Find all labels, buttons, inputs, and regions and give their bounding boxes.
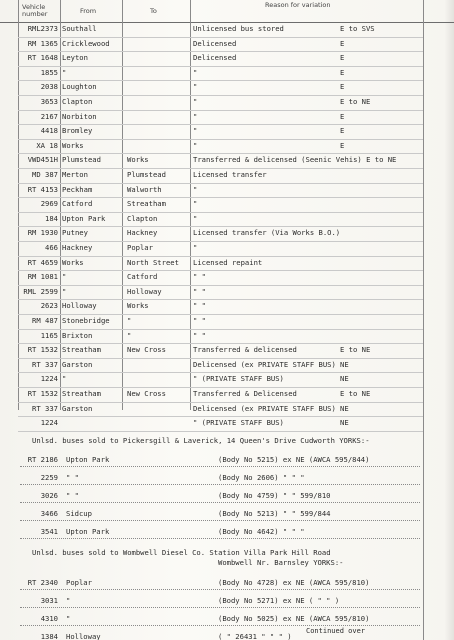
to-cell: Poplar — [127, 243, 153, 252]
reason-cell: Delicensed (ex PRIVATE STAFF BUS) — [193, 359, 336, 369]
location-cell: " — [66, 614, 71, 623]
table-row — [0, 153, 454, 166]
vehicle-number-cell: 4310 — [40, 614, 58, 623]
body-details-cell: (Body No 4642) " " " — [218, 527, 305, 536]
reason-cell: " " — [193, 330, 206, 340]
location-cell: Upton Park — [66, 527, 110, 536]
location-cell: " " — [66, 491, 79, 500]
route-cell: NE — [340, 403, 349, 413]
route-cell: E to NE — [340, 97, 371, 106]
section-heading: Unlsd. buses sold to Wombwell Diesel Co. Station Villa Park Hill Road — [32, 548, 331, 557]
vehicle-number-cell: 1224 — [40, 418, 58, 428]
vehicle-number-cell: RM 1930 — [27, 228, 58, 238]
reason-cell: " — [193, 199, 198, 209]
route-cell: E to NE — [340, 345, 371, 355]
from-cell: Streatham — [62, 389, 101, 398]
route-cell: E — [340, 53, 345, 63]
reason-cell: Delicensed — [193, 53, 237, 63]
table-row — [0, 226, 454, 239]
table-row — [0, 314, 454, 327]
location-cell: Upton Park — [66, 455, 110, 464]
to-cell: North Street — [127, 257, 179, 267]
vehicle-number-cell: 3466 — [40, 509, 58, 518]
vehicle-number-cell: 2259 — [40, 473, 58, 482]
to-cell: Streatham — [127, 199, 166, 209]
reason-cell: " — [193, 184, 198, 194]
reason-cell: Unlicensed bus stored — [193, 24, 284, 33]
body-details-cell: (Body No 5213) " " 599/844 — [218, 509, 331, 518]
vehicle-number-cell: RT 2340 — [27, 578, 58, 587]
vehicle-number-cell: RT 2186 — [27, 455, 58, 464]
from-cell: Putney — [62, 228, 88, 238]
table-row — [0, 329, 454, 342]
reason-cell: " — [193, 140, 198, 150]
body-details-cell: (Body No 4759) " " 599/810 — [218, 491, 331, 500]
to-cell: Works — [127, 155, 149, 165]
route-cell: NE — [340, 359, 349, 369]
vehicle-number-cell: RM 1365 — [27, 38, 58, 48]
route-cell: E — [340, 38, 345, 48]
reason-cell: " (PRIVATE STAFF BUS) — [193, 418, 284, 428]
location-cell: Holloway — [66, 632, 101, 640]
vehicle-number-cell: 1224 — [40, 374, 58, 384]
vehicle-number-cell: RT 1532 — [27, 389, 58, 398]
from-cell: " — [62, 272, 67, 282]
to-cell: Clapton — [127, 213, 158, 223]
from-cell: Clapton — [62, 97, 93, 106]
vehicle-number-cell: 184 — [45, 213, 58, 223]
dotted-rule — [20, 607, 420, 608]
vehicle-number-cell: 2038 — [40, 82, 58, 92]
vehicle-number-cell: 3026 — [40, 491, 58, 500]
from-cell: Streatham — [62, 345, 101, 355]
table-row — [0, 402, 454, 415]
vehicle-number-cell: 4418 — [40, 126, 58, 136]
table-row — [0, 197, 454, 210]
route-cell: E to NE — [340, 389, 371, 398]
from-cell: " — [62, 286, 67, 296]
from-cell: Stonebridge — [62, 316, 110, 325]
dotted-rule — [20, 502, 420, 503]
from-cell: Hackney — [62, 243, 93, 252]
dotted-rule — [20, 589, 420, 590]
table-row — [0, 299, 454, 312]
reason-cell: " — [193, 82, 198, 92]
header-to: To — [150, 7, 157, 15]
header-from: From — [80, 7, 97, 15]
vehicle-number-cell: 466 — [45, 243, 58, 252]
vehicle-number-cell: 2969 — [40, 199, 58, 209]
table-row — [0, 212, 454, 225]
route-cell: NE — [340, 374, 349, 384]
from-cell: Works — [62, 140, 84, 150]
route-cell: E — [340, 111, 345, 121]
table-row — [0, 110, 454, 123]
table-row — [0, 66, 454, 79]
table-row — [0, 139, 454, 152]
route-cell: E — [340, 126, 345, 136]
table-row — [0, 80, 454, 93]
vehicle-number-cell: RM 487 — [32, 316, 58, 325]
vehicle-number-cell: RT 337 — [32, 359, 58, 369]
table-row — [0, 241, 454, 254]
vehicle-number-cell: RT 4659 — [27, 257, 58, 267]
vehicle-number-cell: 1384 — [40, 632, 58, 640]
table-row — [0, 37, 454, 50]
body-details-cell: (Body No 5271) ex NE ( " " ) — [218, 596, 340, 605]
to-cell: Holloway — [127, 286, 162, 296]
route-cell: E — [340, 67, 345, 77]
body-details-cell: ( " 26431 " " " ) — [218, 632, 292, 640]
to-cell: " — [127, 330, 132, 340]
reason-cell: Transferred & Delicensed — [193, 389, 297, 398]
location-cell: Sidcup — [66, 509, 92, 518]
reason-cell: " — [193, 213, 198, 223]
from-cell: Holloway — [62, 301, 97, 311]
table-row — [0, 51, 454, 64]
table-row — [0, 358, 454, 371]
table-row — [0, 387, 454, 400]
vehicle-number-cell: 2623 — [40, 301, 58, 311]
table-row — [0, 124, 454, 137]
to-cell: Works — [127, 301, 149, 311]
table-row — [0, 343, 454, 356]
from-cell: Garston — [62, 359, 93, 369]
vehicle-number-cell: 1165 — [40, 330, 58, 340]
from-cell: Loughton — [62, 82, 97, 92]
reason-cell: " — [193, 97, 198, 106]
location-cell: " — [66, 596, 71, 605]
to-cell: Plumstead — [127, 170, 166, 179]
to-cell: " — [127, 316, 132, 325]
route-cell: NE — [340, 418, 349, 428]
table-row — [0, 183, 454, 196]
from-cell: Bromley — [62, 126, 93, 136]
location-cell: Poplar — [66, 578, 92, 587]
table-header — [0, 0, 454, 23]
table-row — [0, 285, 454, 298]
body-details-cell: (Body No 5215) ex NE (AWCA 595/844) — [218, 455, 370, 464]
vehicle-number-cell: 3653 — [40, 97, 58, 106]
vehicle-number-cell: RT 4153 — [27, 184, 58, 194]
header-reason: Reason for variation — [265, 1, 331, 9]
route-cell: E to SVS — [340, 24, 375, 33]
table-row — [0, 22, 454, 35]
from-cell: Cricklewood — [62, 38, 110, 48]
reason-cell: " " — [193, 301, 206, 311]
to-cell: Walworth — [127, 184, 162, 194]
vehicle-number-cell: VWD451H — [27, 155, 58, 165]
vehicle-number-cell: RT 1648 — [27, 53, 58, 63]
vehicle-number-cell: RM 1081 — [27, 272, 58, 282]
table-row — [0, 168, 454, 181]
dotted-rule — [20, 625, 420, 626]
reason-cell: " — [193, 67, 198, 77]
body-details-cell: (Body No 4728) ex NE (AWCA 595/810) — [218, 578, 370, 587]
table-row — [0, 416, 454, 429]
reason-cell: Licensed repaint — [193, 257, 263, 267]
from-cell: Southall — [62, 24, 97, 33]
to-cell: New Cross — [127, 389, 166, 398]
row-divider — [18, 431, 423, 432]
from-cell: Garston — [62, 403, 93, 413]
from-cell: Works — [62, 257, 84, 267]
reason-cell: " " — [193, 286, 206, 296]
vehicle-number-cell: XA 18 — [36, 140, 58, 150]
table-row — [0, 256, 454, 269]
to-cell: Catford — [127, 272, 158, 282]
table-row — [0, 372, 454, 385]
body-details-cell: (Body No 5025) ex NE (AWCA 595/810) — [218, 614, 370, 623]
vehicle-number-cell: 3541 — [40, 527, 58, 536]
vehicle-number-cell: RT 1532 — [27, 345, 58, 355]
continued-note: Continued over — [306, 627, 366, 635]
section-heading-line2: Wombwell Nr. Barnsley YORKS:- — [218, 558, 344, 567]
from-cell: " — [62, 67, 67, 77]
reason-cell: Delicensed (ex PRIVATE STAFF BUS) — [193, 403, 336, 413]
dotted-rule — [20, 484, 420, 485]
route-cell: E — [340, 140, 345, 150]
reason-cell: Transferred & delicensed (Seenic Vehis) E to NE — [193, 155, 397, 165]
reason-cell: Licensed transfer (Via Works B.O.) — [193, 228, 341, 238]
from-cell: Norbiton — [62, 111, 97, 121]
vehicle-number-cell: 1855 — [40, 67, 58, 77]
reason-cell: " — [193, 243, 198, 252]
dotted-rule — [20, 538, 420, 539]
vehicle-number-cell: MD 387 — [32, 170, 58, 179]
from-cell: Leyton — [62, 53, 88, 63]
vehicle-number-cell: 2167 — [40, 111, 58, 121]
vehicle-number-cell: RML 2599 — [23, 286, 58, 296]
to-cell: New Cross — [127, 345, 166, 355]
vehicle-number-cell: RML2373 — [27, 24, 58, 33]
reason-cell: " — [193, 111, 198, 121]
dotted-rule — [20, 520, 420, 521]
to-cell: Hackney — [127, 228, 158, 238]
location-cell: " " — [66, 473, 79, 482]
reason-cell: " — [193, 126, 198, 136]
reason-cell: Transferred & delicensed — [193, 345, 297, 355]
section-heading: Unlsd. buses sold to Pickersgill & Laverick, 14 Queen's Drive Cudworth YORKS:- — [32, 436, 370, 445]
vehicle-number-cell: 3031 — [40, 596, 58, 605]
dotted-rule — [20, 466, 420, 467]
reason-cell: " " — [193, 272, 206, 282]
table-row — [0, 270, 454, 283]
from-cell: Brixton — [62, 330, 93, 340]
reason-cell: Licensed transfer — [193, 170, 267, 179]
from-cell: Plumstead — [62, 155, 101, 165]
reason-cell: Delicensed — [193, 38, 237, 48]
from-cell: Peckham — [62, 184, 93, 194]
movement-table — [0, 22, 454, 482]
body-details-cell: (Body No 2606) " " " — [218, 473, 305, 482]
table-row — [0, 95, 454, 108]
from-cell: " — [62, 374, 67, 384]
route-cell: E — [340, 82, 345, 92]
vehicle-number-cell: RT 337 — [32, 403, 58, 413]
reason-cell: " (PRIVATE STAFF BUS) — [193, 374, 284, 384]
reason-cell: " " — [193, 316, 206, 325]
header-vehicle-number: Vehicle number — [22, 3, 48, 18]
from-cell: Catford — [62, 199, 93, 209]
from-cell: Merton — [62, 170, 88, 179]
from-cell: Upton Park — [62, 213, 106, 223]
